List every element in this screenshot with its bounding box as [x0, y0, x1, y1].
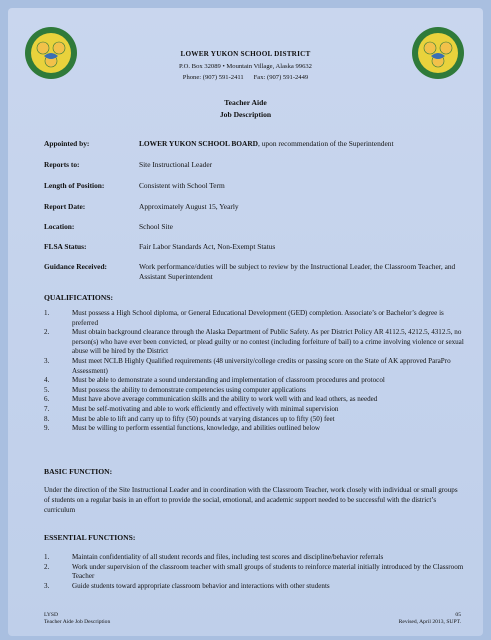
list-item: 1. Must possess a High School diploma, or General Educational Development (GED) completion. Associate’s or Bachelor’s degree is preferred: [44, 309, 444, 327]
basic-function-heading: BASIC FUNCTION:: [44, 467, 113, 476]
field-label: Reports to:: [44, 160, 80, 169]
list-item: 4. Must be able to demonstrate a sound understanding and implementation of classroom procedures and protocol: [44, 376, 385, 385]
essential-functions-heading: ESSENTIAL FUNCTIONS:: [44, 533, 136, 542]
district-contact: [8, 74, 483, 81]
field-label: Location:: [44, 222, 75, 231]
basic-function-text: Under the direction of the Site Instructional Leader and in coordination with the Classroom Teacher, work closely with individual or small groups of students on a regular basis in an effort to provide the social, emotional, and academic support needed to be successful with the district’s curriculum: [44, 486, 458, 514]
field-label: Appointed by:: [44, 139, 90, 148]
list-item: 1. Maintain confidentiality of all student records and files, including test scores and discipline/behavior referrals: [44, 553, 384, 561]
field-value: Work performance/duties will be subject to review by the Instructional Leader, the Classroom Teacher, and Assistant Superintendent: [139, 262, 456, 281]
field-value: Approximately August 15, Yearly: [139, 202, 239, 211]
footer-org: LYSD: [44, 612, 59, 618]
doc-title: Teacher Aide: [224, 98, 267, 107]
footer-page-code: 05: [455, 612, 461, 618]
footer-revision: Revised, April 2013, SUPT.: [398, 619, 461, 625]
doc-subtitle: Job Description: [219, 110, 272, 119]
list-item: 2. Must obtain background clearance through the Alaska Department of Public Safety. As per District Policy AR 4112.5, 4212.5, 4312.5, no person(s) who have ever been convicted, or plead guilty or no contest (including forfeiture of bail) to a crime involving violence or sexual abuse will be hired by the District: [44, 328, 464, 356]
list-item: 6. Must have above average communication skills and the ability to work well with and lead others, as needed: [44, 395, 378, 404]
list-item: 7. Must be self-motivating and able to work efficiently and effectively with minimal supervision: [44, 404, 339, 413]
field-label: FLSA Status:: [44, 242, 87, 251]
field-label: Report Date:: [44, 202, 86, 211]
field-value: Fair Labor Standards Act, Non-Exempt Status: [139, 242, 276, 251]
field-value: Site Instructional Leader: [139, 160, 213, 169]
list-item: 2. Work under supervision of the classroom teacher with small groups of students to reinforce material initially introduced by the Classroom Teacher: [44, 562, 464, 581]
field-value: LOWER YUKON SCHOOL BOARD, upon recommendation of the Superintendent: [139, 139, 394, 148]
qualifications-heading: QUALIFICATIONS:: [44, 293, 114, 302]
document-page: [8, 8, 483, 636]
district-address: P.O. Box 32089 • Mountain Village, Alaska 99632: [179, 63, 312, 70]
district-name: LOWER YUKON SCHOOL DISTRICT: [180, 50, 311, 58]
list-item: 9. Must be willing to perform essential functions, knowledge, and abilities outlined below: [44, 424, 321, 433]
footer-right: [399, 612, 461, 626]
footer-doc-name: Teacher Aide Job Description: [44, 619, 111, 625]
footer-left: [44, 612, 110, 626]
fax-number: Fax: (907) 591-2449: [253, 74, 309, 81]
field-label: Length of Position:: [44, 181, 105, 190]
field-value: Consistent with School Term: [139, 181, 225, 190]
field-label: Guidance Received:: [44, 262, 108, 271]
qualifications-list: [44, 309, 464, 434]
phone-number: Phone: (907) 591-2411: [182, 74, 244, 81]
essential-functions-list: [44, 553, 464, 591]
field-value: School Site: [139, 222, 173, 231]
list-item: 5. Must possess the ability to demonstrate competencies using computer applications: [44, 385, 306, 394]
list-item: 3. Must meet NCLB Highly Qualified requirements (48 university/college credits or passing score on the State of AK approved ParaPro Assessment): [44, 356, 451, 375]
list-item: 8. Must be able to lift and carry up to fifty (50) pounds at varying distances up to fifty (50) feet: [44, 414, 335, 423]
list-item: 3. Guide students toward appropriate classroom behavior and interactions with other students: [44, 581, 330, 590]
